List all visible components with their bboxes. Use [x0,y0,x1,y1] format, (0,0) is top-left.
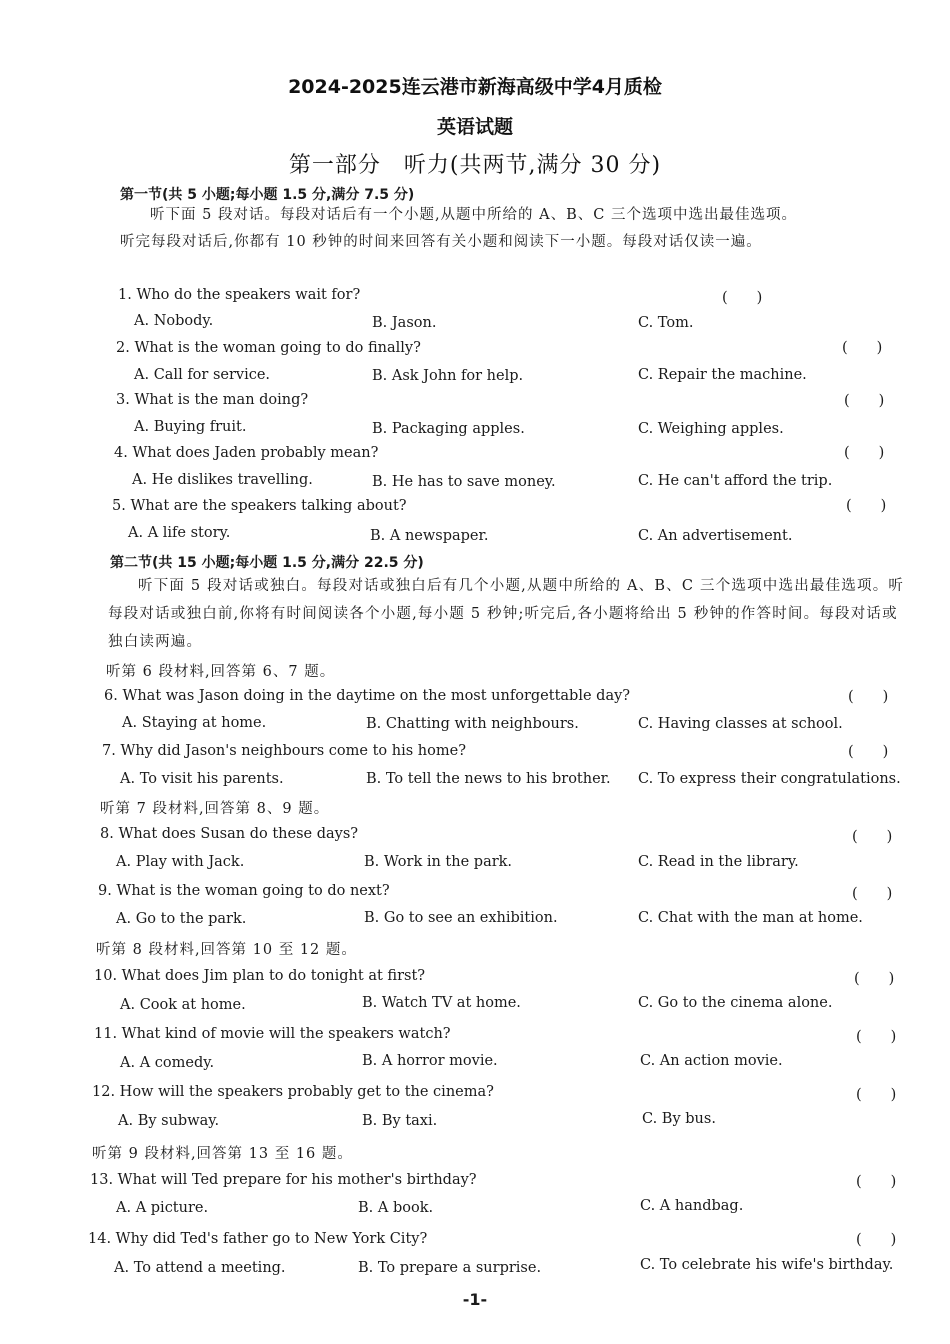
question-5: 5. What are the speakers talking about? [112,498,407,514]
option-3b: B. Packaging apples. [372,421,525,437]
option-4c: C. He can't afford the trip. [638,473,833,489]
section1-heading: 第一节(共 5 小题;每小题 1.5 分,满分 7.5 分) [120,187,415,203]
option-8c: C. Read in the library. [638,854,799,870]
question-6: 6. What was Jason doing in the daytime on the most unforgettable day? [104,688,631,704]
option-5b: B. A newspaper. [370,528,489,544]
option-4a: A. He dislikes travelling. [132,472,313,488]
option-10b: B. Watch TV at home. [362,995,521,1011]
option-2a: A. Call for service. [134,367,271,383]
option-3a: A. Buying fruit. [134,419,247,435]
group-heading-8: 听第 8 段材料,回答第 10 至 12 题。 [96,942,357,958]
option-10a: A. Cook at home. [120,997,246,1013]
question-9: 9. What is the woman going to do next? [98,883,390,899]
option-9a: A. Go to the park. [116,911,247,927]
answer-blank-7: ( ) [848,744,889,760]
answer-blank-2: ( ) [842,340,883,356]
option-9c: C. Chat with the man at home. [638,910,863,926]
answer-blank-11: ( ) [856,1029,897,1045]
option-2c: C. Repair the machine. [638,367,807,383]
section1-instructions [120,202,800,256]
answer-blank-1: ( ) [722,290,763,306]
group-heading-7: 听第 7 段材料,回答第 8、9 题。 [100,801,330,817]
part-title: 第一部分 听力(共两节,满分 30 分) [288,153,662,178]
option-13c: C. A handbag. [640,1198,744,1214]
answer-blank-9: ( ) [852,886,893,902]
question-8: 8. What does Susan do these days? [100,826,359,842]
option-14c: C. To celebrate his wife's birthday. [640,1257,894,1273]
option-3c: C. Weighing apples. [638,421,784,437]
section2-instructions-text: 听下面 5 段对话或独白。每段对话或独白后有几个小题,从题中所给的 A、B、C 三个选项中选出最佳选项。听每段对话或独白前,你将有时间阅读各个小题,每小题 5 秒钟;听完后,各小题将给出 5 秒钟的作答时间。每段对话或独白读两遍。 [108,578,905,650]
option-7b: B. To tell the news to his brother. [366,771,611,787]
group-heading-9: 听第 9 段材料,回答第 13 至 16 题。 [92,1146,353,1162]
option-14b: B. To prepare a surprise. [358,1260,542,1276]
answer-blank-12: ( ) [856,1087,897,1103]
answer-blank-6: ( ) [848,689,889,705]
section2-heading: 第二节(共 15 小题;每小题 1.5 分,满分 22.5 分) [110,555,424,571]
option-6a: A. Staying at home. [122,715,267,731]
question-4: 4. What does Jaden probably mean? [114,445,379,461]
section2-instructions [108,572,908,656]
option-9b: B. Go to see an exhibition. [364,910,558,926]
answer-blank-13: ( ) [856,1174,897,1190]
question-7: 7. Why did Jason's neighbours come to his home? [102,743,466,759]
question-14: 14. Why did Ted's father go to New York City? [88,1231,428,1247]
option-12c: C. By bus. [642,1111,716,1127]
answer-blank-3: ( ) [844,393,885,409]
option-12a: A. By subway. [118,1113,220,1129]
question-10: 10. What does Jim plan to do tonight at first? [94,968,426,984]
option-11b: B. A horror movie. [362,1053,498,1069]
answer-blank-5: ( ) [846,498,887,514]
subject-title: 英语试题 [436,116,513,138]
option-11c: C. An action movie. [640,1053,783,1069]
option-2b: B. Ask John for help. [372,368,524,384]
option-12b: B. By taxi. [362,1113,438,1129]
option-1c: C. Tom. [638,315,694,331]
question-12: 12. How will the speakers probably get to the cinema? [92,1084,494,1100]
option-5c: C. An advertisement. [638,528,793,544]
answer-blank-4: ( ) [844,445,885,461]
question-3: 3. What is the man doing? [116,392,309,408]
question-13: 13. What will Ted prepare for his mother's birthday? [90,1172,477,1188]
option-5a: A. A life story. [128,525,231,541]
option-14a: A. To attend a meeting. [114,1260,286,1276]
option-6b: B. Chatting with neighbours. [366,716,579,732]
question-11: 11. What kind of movie will the speakers watch? [94,1026,451,1042]
option-8b: B. Work in the park. [364,854,513,870]
section1-instructions-text: 听下面 5 段对话。每段对话后有一个小题,从题中所给的 A、B、C 三个选项中选出最佳选项。听完每段对话后,你都有 10 秒钟的时间来回答有关小题和阅读下一小题。每段对话仅读一遍。 [120,207,797,250]
answer-blank-8: ( ) [852,829,893,845]
answer-blank-10: ( ) [854,971,895,987]
option-1a: A. Nobody. [134,313,214,329]
question-1: 1. Who do the speakers wait for? [118,287,361,303]
page-number: -1- [462,1290,488,1309]
option-13a: A. A picture. [116,1200,209,1216]
option-10c: C. Go to the cinema alone. [638,995,833,1011]
option-7a: A. To visit his parents. [120,771,284,787]
option-11a: A. A comedy. [120,1055,215,1071]
option-13b: B. A book. [358,1200,434,1216]
group-heading-6: 听第 6 段材料,回答第 6、7 题。 [106,664,336,680]
option-1b: B. Jason. [372,315,437,331]
question-2: 2. What is the woman going to do finally? [116,340,421,356]
exam-title: 2024-2025连云港市新海高级中学4月质检 [288,76,662,98]
option-8a: A. Play with Jack. [116,854,245,870]
answer-blank-14: ( ) [856,1232,897,1248]
option-6c: C. Having classes at school. [638,716,843,732]
option-4b: B. He has to save money. [372,474,556,490]
option-7c: C. To express their congratulations. [638,771,901,787]
